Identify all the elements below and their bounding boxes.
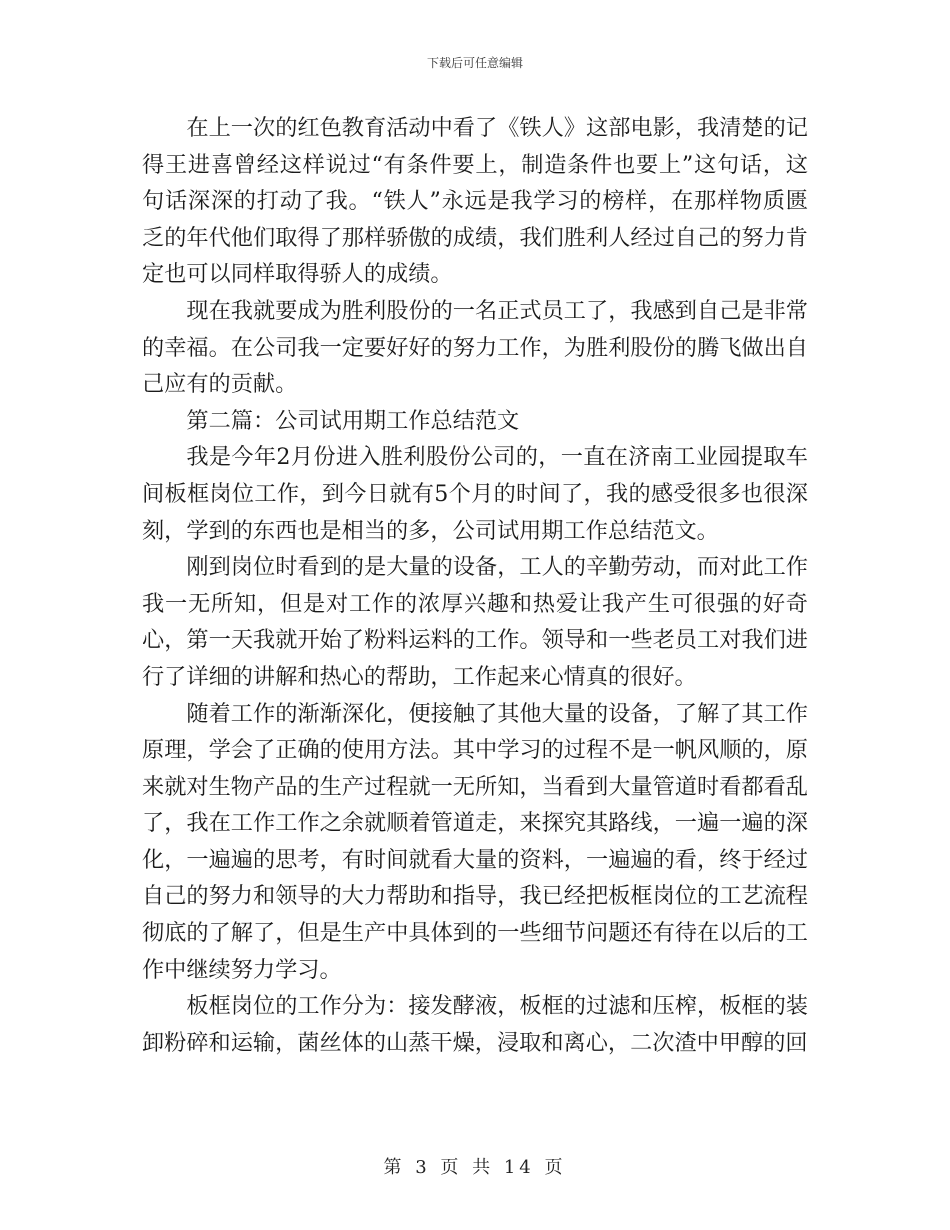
page-number: 第 3 页 共 14 页 <box>383 1157 567 1178</box>
document-body <box>142 110 808 1061</box>
paragraph-1: 在上一次的红色教育活动中看了《铁人》这部电影，我清楚的记得王进喜曾经这样说过“有条件要上，制造条件也要上”这句话，这句话深深的打动了我。“铁人”永远是我学习的榜样，在那样物质匮乏的年代他们取得了那样骄傲的成绩，我们胜利人经过自己的努力肯定也可以同样取得骄人的成绩。 <box>142 115 808 288</box>
paragraph-4: 刚到岗位时看到的是大量的设备，工人的辛勤劳动，而对此工作我一无所知，但是对工作的浓厚兴趣和热爱让我产生可很强的好奇心，第一天我就开始了粉料运料的工作。领导和一些老员工对我们进行了详细的讲解和热心的帮助，工作起来心情真的很好。 <box>142 554 808 690</box>
paragraph-3: 我是今年2月份进入胜利股份公司的，一直在济南工业园提取车间板框岗位工作，到今日就有5个月的时间了，我的感受很多也很深刻，学到的东西也是相当的多，公司试用期工作总结范文。 <box>142 444 808 544</box>
page-header: 下载后可任意编辑 <box>426 56 523 70</box>
paragraph-6: 板框岗位的工作分为：接发酵液，板框的过滤和压榨，板框的装卸粉碎和运输，菌丝体的山蒸干燥，浸取和离心，二次渣中甲醇的回 <box>142 993 808 1056</box>
paragraph-2: 现在我就要成为胜利股份的一名正式员工了，我感到自己是非常的幸福。在公司我一定要好好的努力工作，为胜利股份的腾飞做出自己应有的贡献。 <box>142 297 808 398</box>
paragraph-5: 随着工作的渐渐深化，便接触了其他大量的设备，了解了其工作原理，学会了正确的使用方法。其中学习的过程不是一帆风顺的，原来就对生物产品的生产过程就一无所知，当看到大量管道时看都看乱了，我在工作工作之余就顺着管道走，来探究其路线，一遍一遍的深化，一遍遍的思考，有时间就看大量的资料，一遍遍的看，终于经过自己的努力和领导的大力帮助和指导，我已经把板框岗位的工艺流程彻底的了解了，但是生产中具体到的一些细节问题还有待在以后的工作中继续努力学习。 <box>142 700 808 983</box>
section-heading: 第二篇：公司试用期工作总结范文 <box>186 407 520 434</box>
